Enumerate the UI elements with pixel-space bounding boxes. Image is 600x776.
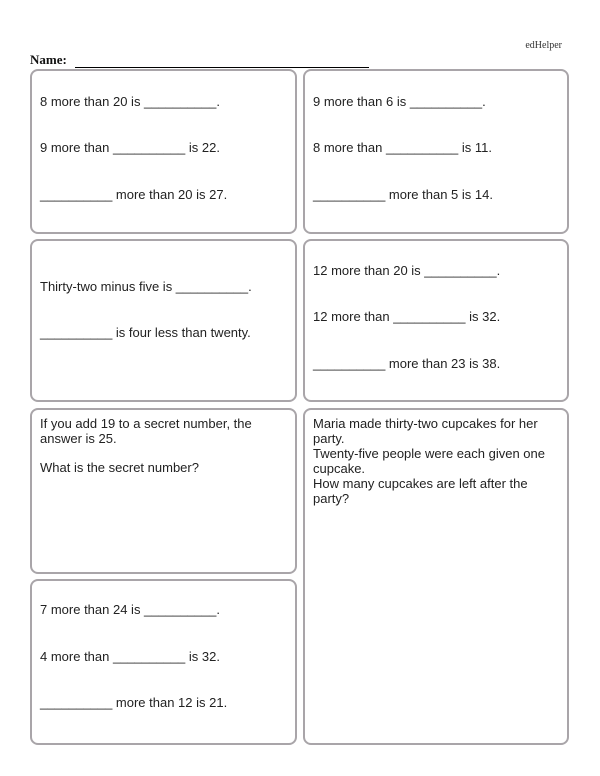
problem-box-5	[30, 408, 297, 574]
problem-box-1	[30, 69, 297, 234]
problem-line: 12 more than 20 is __________.	[313, 263, 501, 278]
brand-label: edHelper	[525, 40, 562, 51]
problem-box-6	[303, 408, 569, 745]
word-problem-line: How many cupcakes are left after the party?	[313, 476, 528, 506]
name-label: Name:	[30, 52, 67, 67]
problem-line: 9 more than 6 is __________.	[313, 94, 486, 109]
word-problem-line: Maria made thirty-two cupcakes for her party.	[313, 416, 538, 446]
problem-line: 4 more than __________ is 32.	[40, 649, 220, 664]
problem-line: __________ more than 12 is 21.	[40, 695, 228, 710]
problem-box-3	[30, 239, 297, 402]
problem-line: 9 more than __________ is 22.	[40, 140, 220, 155]
problem-line: 12 more than __________ is 32.	[313, 309, 501, 324]
problem-line: __________ more than 20 is 27.	[40, 187, 228, 202]
name-answer-line[interactable]	[75, 55, 369, 68]
word-problem-prompt: What is the secret number?	[40, 460, 199, 475]
problem-line: __________ is four less than twenty.	[40, 325, 251, 340]
problem-line: __________ more than 5 is 14.	[313, 187, 493, 202]
problem-box-7	[30, 579, 297, 745]
problem-line: 8 more than 20 is __________.	[40, 94, 220, 109]
name-field	[30, 52, 369, 68]
problem-line: 8 more than __________ is 11.	[313, 140, 493, 155]
word-problem-question: If you add 19 to a secret number, the answer is 25.	[40, 416, 252, 446]
problem-box-2	[303, 69, 569, 234]
problem-line: Thirty-two minus five is __________.	[40, 279, 252, 294]
problem-line: __________ more than 23 is 38.	[313, 356, 501, 371]
word-problem-line: Twenty-five people were each given one cupcake.	[313, 446, 545, 476]
problem-box-4	[303, 239, 569, 402]
problem-line: 7 more than 24 is __________.	[40, 602, 220, 617]
